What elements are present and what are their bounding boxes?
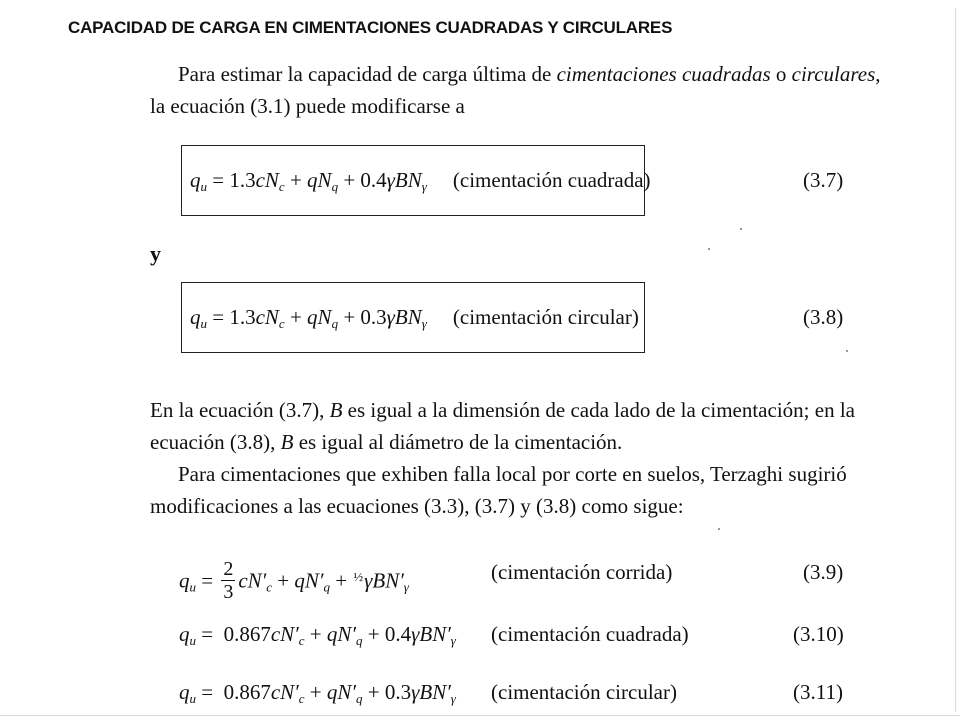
equation-3-9-number: (3.9) bbox=[803, 560, 844, 584]
equation-3-11-description: (cimentación circular) bbox=[491, 680, 677, 704]
equation-box-3-8 bbox=[181, 282, 645, 353]
intro-line-1: Para estimar la capacidad de carga última de cimentaciones cuadradas o circulares, bbox=[178, 62, 881, 86]
explanation-line-2: ecuación (3.8), B es igual al diámetro de la cimentación. bbox=[150, 430, 623, 454]
equation-3-10: $q_u = 0.867cN'_c + qN'_q + 0.4\gamma BN'_\gamma$ bbox=[179, 622, 456, 648]
conjunction-y: y bbox=[150, 241, 161, 266]
equation-3-10-number: (3.10) bbox=[793, 622, 844, 646]
equation-3-11: $q_u = 0.867cN'_c + qN'_q + 0.3\gamma BN'_\gamma$ bbox=[179, 680, 456, 706]
explanation-paragraph bbox=[150, 394, 855, 522]
equation-3-7-number: (3.7) bbox=[803, 168, 844, 192]
equation-3-9-description: (cimentación corrida) bbox=[491, 560, 673, 584]
frame-border-right bbox=[955, 8, 956, 712]
equation-3-8-number: (3.8) bbox=[803, 305, 844, 329]
scan-speck bbox=[708, 248, 710, 250]
fraction-two-thirds: $\frac{2}{3}$ bbox=[223, 558, 234, 603]
fraction-one-half: ½ bbox=[353, 569, 364, 585]
explanation-line-3: Para cimentaciones que exhiben falla local por corte en suelos, Terzaghi sugirió bbox=[178, 462, 847, 486]
equation-3-11-number: (3.11) bbox=[793, 680, 843, 704]
equation-3-7: $q_u = 1.3cN_c + qN_q + 0.4\gamma BN_\gamma$ (cimentación cuadrada) bbox=[190, 168, 651, 194]
explanation-line-1: En la ecuación (3.7), B es igual a la dimensión de cada lado de la cimentación; en la bbox=[150, 398, 855, 422]
scan-speck bbox=[740, 228, 742, 230]
equation-3-10-description: (cimentación cuadrada) bbox=[491, 622, 689, 646]
intro-paragraph bbox=[150, 58, 881, 122]
equation-3-8-description: (cimentación circular) bbox=[452, 305, 639, 329]
frame-border-bottom bbox=[0, 715, 960, 716]
explanation-line-4: modificaciones a las ecuaciones (3.3), (3.7) y (3.8) como sigue: bbox=[150, 494, 684, 518]
scan-speck bbox=[846, 350, 848, 352]
scan-speck bbox=[718, 528, 720, 530]
equation-3-7-description: (cimentación cuadrada) bbox=[452, 168, 651, 192]
page-title: CAPACIDAD DE CARGA EN CIMENTACIONES CUADRADAS Y CIRCULARES bbox=[68, 18, 673, 37]
equation-box-3-7 bbox=[181, 145, 651, 216]
intro-line-2: la ecuación (3.1) puede modificarse a bbox=[150, 94, 465, 118]
equation-3-9: $q_u$ = $\frac{2}{3}$ $cN'_c + qN'_q + ^{\frac{1}{2}}\gamma BN'_\gamma$ bbox=[179, 558, 409, 603]
equation-3-8: $q_u = 1.3cN_c + qN_q + 0.3\gamma BN_\gamma$ (cimentación circular) bbox=[190, 305, 639, 331]
